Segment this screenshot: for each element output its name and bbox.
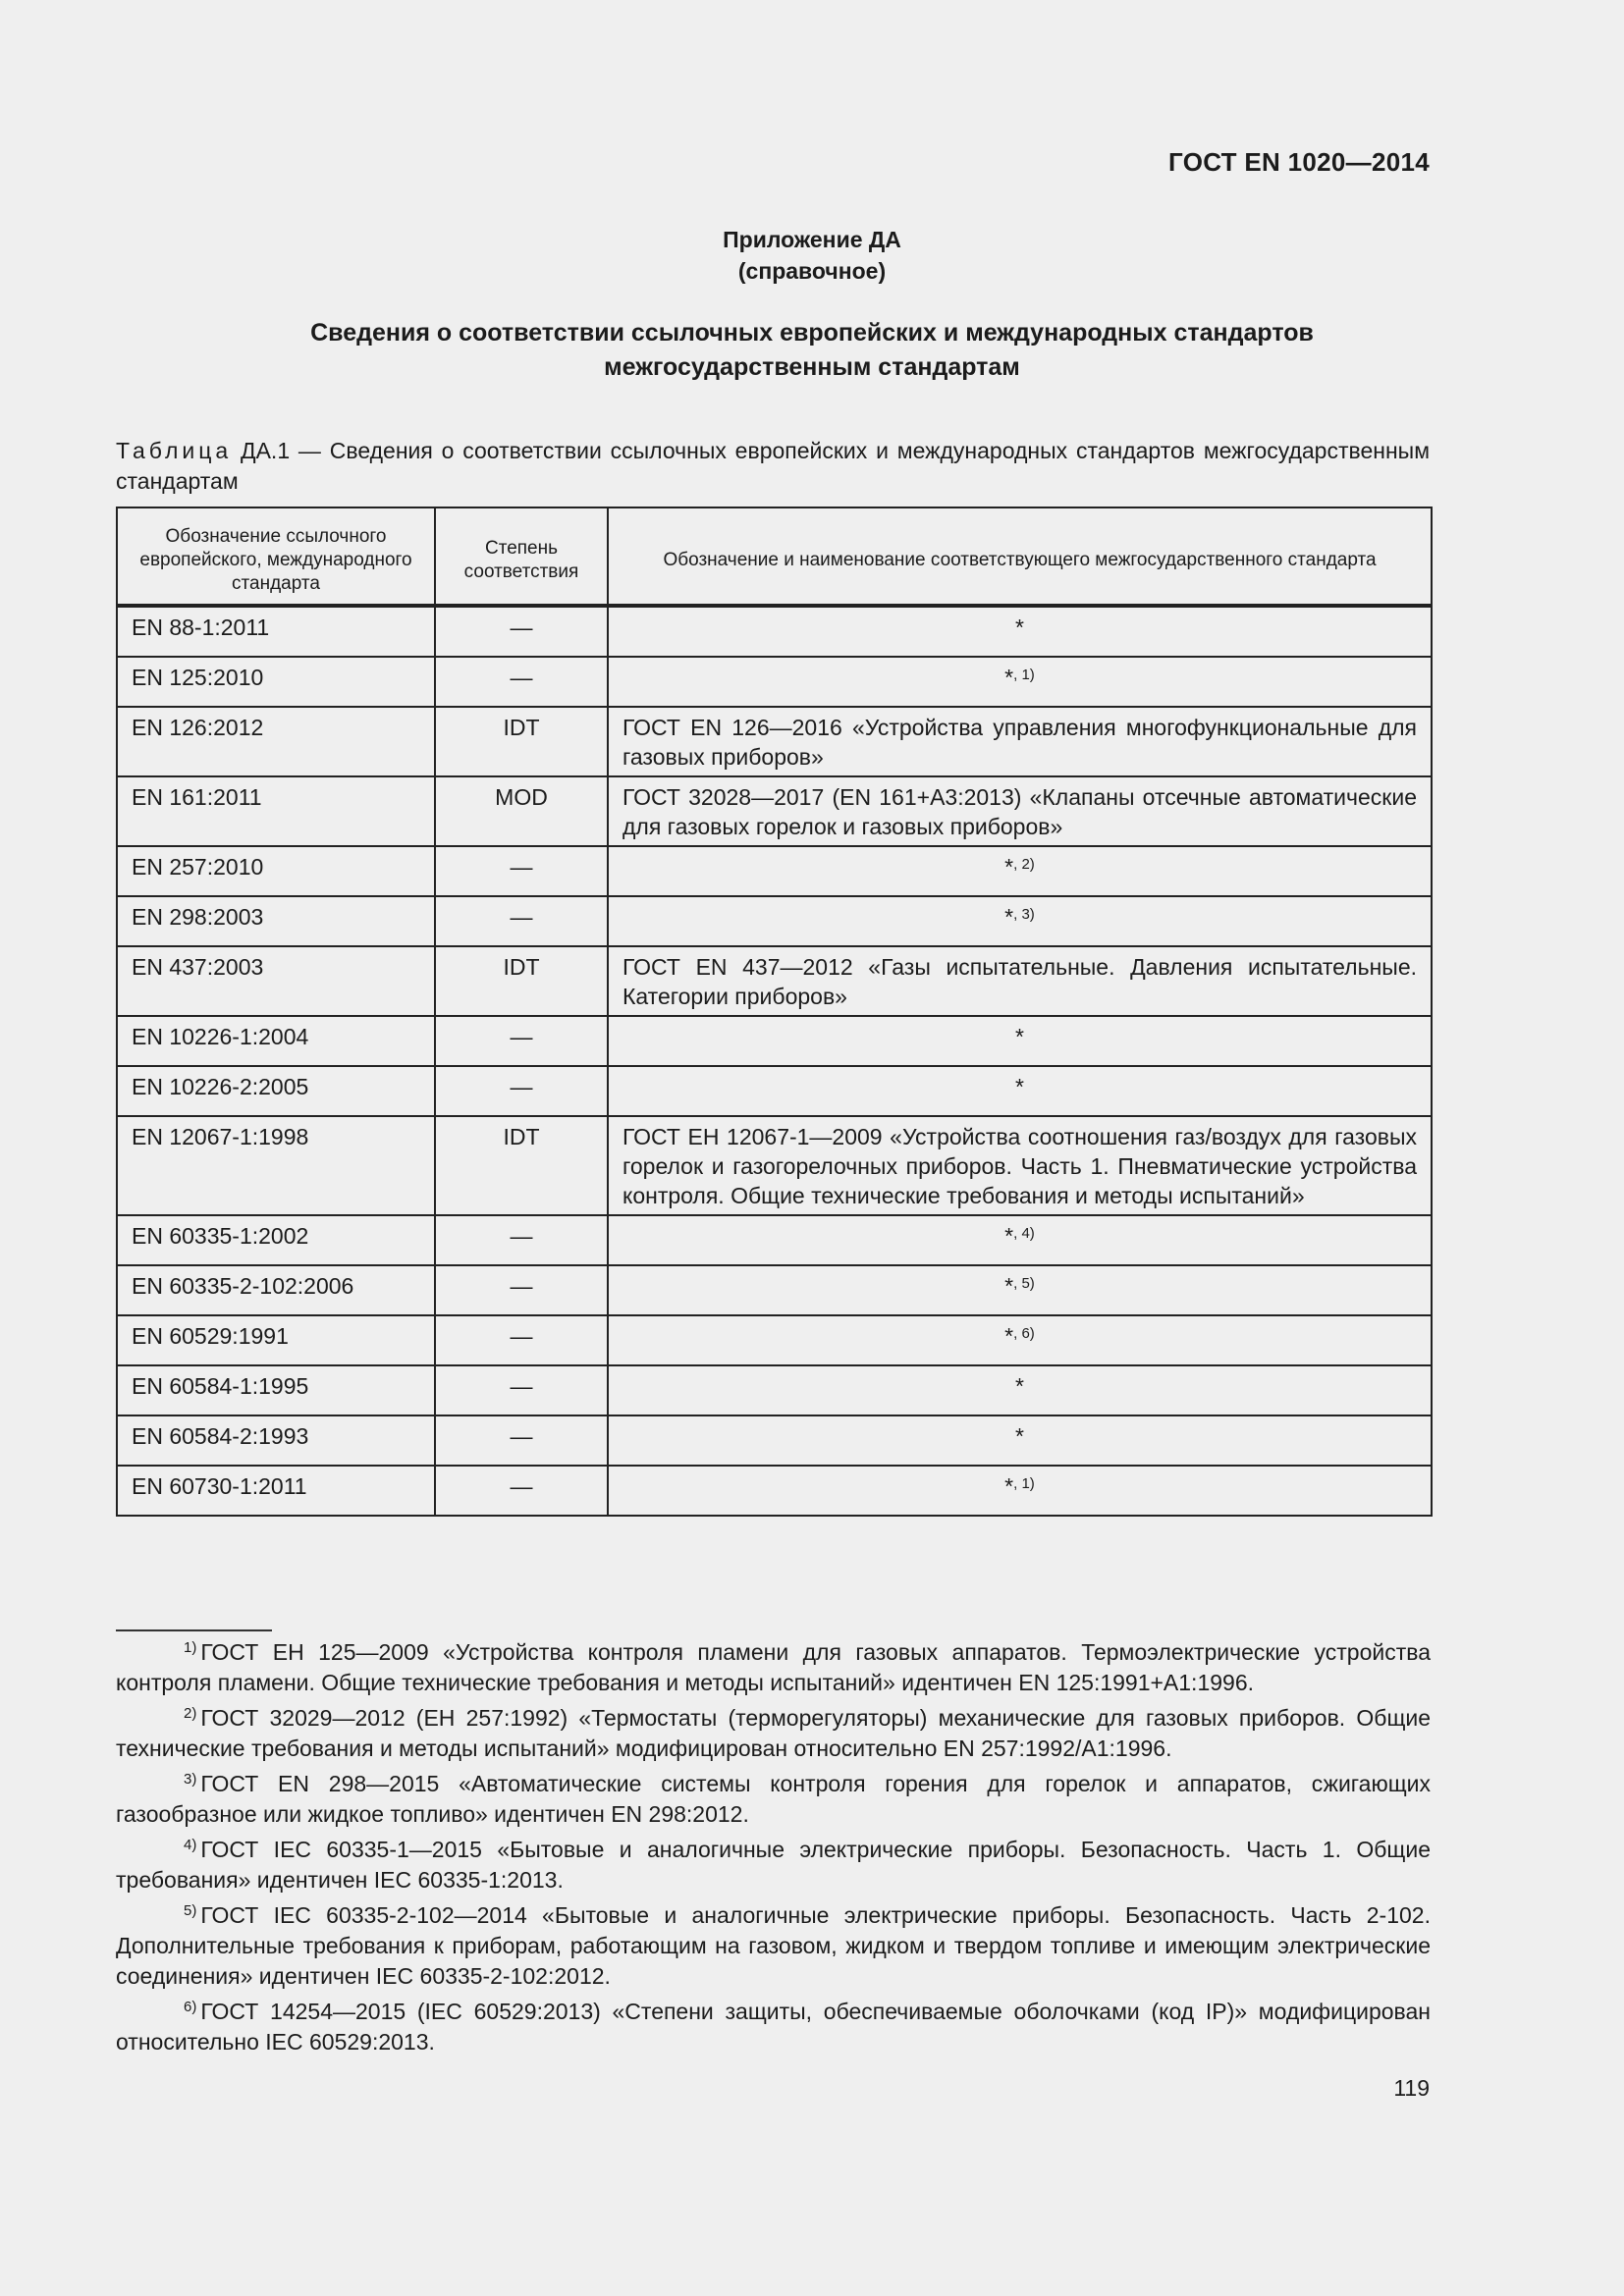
cell-ref-standard: EN 126:2012 bbox=[117, 707, 435, 776]
table-caption-label: Таблица bbox=[116, 438, 233, 463]
cell-ref-standard: EN 10226-1:2004 bbox=[117, 1016, 435, 1066]
cell-ref-standard: EN 437:2003 bbox=[117, 946, 435, 1016]
cell-degree: — bbox=[435, 1365, 608, 1415]
cell-interstate-standard bbox=[608, 1315, 1432, 1365]
standard-text: * bbox=[1015, 614, 1024, 640]
header-degree: Степень соответствия bbox=[435, 507, 608, 606]
cell-interstate-standard bbox=[608, 657, 1432, 707]
table-row bbox=[117, 776, 1432, 846]
cell-degree: — bbox=[435, 1415, 608, 1466]
cell-degree: — bbox=[435, 606, 608, 657]
table-row bbox=[117, 1066, 1432, 1116]
footnote-ref: , 1) bbox=[1013, 667, 1035, 683]
table-row bbox=[117, 1365, 1432, 1415]
cell-interstate-standard bbox=[608, 946, 1432, 1016]
cell-degree: — bbox=[435, 1265, 608, 1315]
cell-ref-standard: EN 12067-1:1998 bbox=[117, 1116, 435, 1215]
cell-degree: — bbox=[435, 1215, 608, 1265]
footnote bbox=[116, 1769, 1431, 1830]
cell-degree: — bbox=[435, 1315, 608, 1365]
header-interstate-standard: Обозначение и наименование соответствующего межгосударственного стандарта bbox=[608, 507, 1432, 606]
standard-text: * bbox=[1015, 1074, 1024, 1099]
cell-interstate-standard bbox=[608, 1415, 1432, 1466]
standard-text: * bbox=[1015, 1024, 1024, 1049]
cell-interstate-standard bbox=[608, 1365, 1432, 1415]
footnote-ref: , 5) bbox=[1013, 1275, 1035, 1292]
header-ref-standard: Обозначение ссылочного европейского, международного стандарта bbox=[117, 507, 435, 606]
table-row bbox=[117, 1265, 1432, 1315]
table-row bbox=[117, 1315, 1432, 1365]
standard-text: * bbox=[1015, 1373, 1024, 1399]
standard-text: * bbox=[1004, 1323, 1014, 1349]
standard-text: ГОСТ 32028—2017 (EN 161+A3:2013) «Клапаны отсечные автоматические для газовых горелок и газовых приборов» bbox=[623, 784, 1417, 839]
standard-text: ГОСТ EN 437—2012 «Газы испытательные. Давления испытательные. Категории приборов» bbox=[623, 954, 1417, 1009]
cell-interstate-standard bbox=[608, 1215, 1432, 1265]
table-row bbox=[117, 946, 1432, 1016]
cell-interstate-standard bbox=[608, 1265, 1432, 1315]
standard-text: * bbox=[1004, 1473, 1014, 1499]
footnote-ref: , 3) bbox=[1013, 906, 1035, 923]
cell-interstate-standard bbox=[608, 896, 1432, 946]
standards-table bbox=[116, 507, 1433, 1517]
cell-ref-standard: EN 60584-1:1995 bbox=[117, 1365, 435, 1415]
footnote-ref: , 2) bbox=[1013, 856, 1035, 873]
table-row bbox=[117, 896, 1432, 946]
table-row bbox=[117, 846, 1432, 896]
footnote-mark: 2) bbox=[184, 1705, 197, 1722]
footnote-ref: , 6) bbox=[1013, 1325, 1035, 1342]
standard-text: ГОСТ EN 126—2016 «Устройства управления многофункциональные для газовых приборов» bbox=[623, 715, 1417, 770]
standard-text: * bbox=[1004, 904, 1014, 930]
annex-title: Приложение ДА bbox=[723, 227, 901, 252]
footnote bbox=[116, 1835, 1431, 1896]
cell-degree: — bbox=[435, 846, 608, 896]
cell-interstate-standard bbox=[608, 1066, 1432, 1116]
standard-text: * bbox=[1004, 1223, 1014, 1249]
cell-degree: — bbox=[435, 896, 608, 946]
cell-ref-standard: EN 60730-1:2011 bbox=[117, 1466, 435, 1516]
footnote-mark: 1) bbox=[184, 1639, 197, 1656]
footnote-text: ГОСТ IEC 60335-1—2015 «Бытовые и аналогичные электрические приборы. Безопасность. Часть 1. Общие требования» идентичен IEC 60335-1:2013. bbox=[116, 1837, 1431, 1893]
cell-ref-standard: EN 60335-1:2002 bbox=[117, 1215, 435, 1265]
footnote-mark: 3) bbox=[184, 1771, 197, 1788]
table-caption-text: ДА.1 — Сведения о соответствии ссылочных европейских и международных стандартов межгосударственным стандартам bbox=[116, 438, 1431, 494]
cell-degree: MOD bbox=[435, 776, 608, 846]
table-row bbox=[117, 707, 1432, 776]
cell-ref-standard: EN 10226-2:2005 bbox=[117, 1066, 435, 1116]
footnote-mark: 5) bbox=[184, 1902, 197, 1919]
standard-text: * bbox=[1004, 1273, 1014, 1299]
standard-text: * bbox=[1004, 665, 1014, 690]
footnotes bbox=[116, 1637, 1431, 2062]
footnote bbox=[116, 1900, 1431, 1992]
cell-degree: IDT bbox=[435, 707, 608, 776]
cell-ref-standard: EN 257:2010 bbox=[117, 846, 435, 896]
footnote bbox=[116, 1637, 1431, 1698]
cell-ref-standard: EN 88-1:2011 bbox=[117, 606, 435, 657]
cell-ref-standard: EN 125:2010 bbox=[117, 657, 435, 707]
cell-ref-standard: EN 60584-2:1993 bbox=[117, 1415, 435, 1466]
footnote-ref: , 1) bbox=[1013, 1475, 1035, 1492]
footnote-ref: , 4) bbox=[1013, 1225, 1035, 1242]
footnote-text: ГОСТ 14254—2015 (IEC 60529:2013) «Степени защиты, обеспечиваемые оболочками (код IP)» модифицирован относительно IEC 60529:2013. bbox=[116, 1999, 1431, 2055]
cell-interstate-standard bbox=[608, 846, 1432, 896]
cell-ref-standard: EN 60529:1991 bbox=[117, 1315, 435, 1365]
footnote bbox=[116, 1997, 1431, 2057]
footnote-text: ГОСТ ЕН 125—2009 «Устройства контроля пламени для газовых аппаратов. Термоэлектрические устройства контроля пламени. Общие технические требования и методы испытаний» идентичен EN 125:1991+A1:1996. bbox=[116, 1639, 1431, 1695]
cell-interstate-standard bbox=[608, 707, 1432, 776]
annex-heading bbox=[0, 224, 1624, 287]
cell-interstate-standard bbox=[608, 1016, 1432, 1066]
cell-ref-standard: EN 298:2003 bbox=[117, 896, 435, 946]
cell-degree: IDT bbox=[435, 946, 608, 1016]
section-title-line-1: Сведения о соответствии ссылочных европейских и международных стандартов bbox=[310, 319, 1314, 347]
annex-subtitle: (справочное) bbox=[737, 258, 887, 284]
table-caption bbox=[116, 436, 1430, 497]
footnote-text: ГОСТ EN 298—2015 «Автоматические системы контроля горения для горелок и аппаратов, сжигающих газообразное или жидкое топливо» идентичен EN 298:2012. bbox=[116, 1771, 1431, 1827]
standard-text: * bbox=[1004, 854, 1014, 880]
cell-degree: — bbox=[435, 1066, 608, 1116]
table-row bbox=[117, 1016, 1432, 1066]
page-number: 119 bbox=[1393, 2075, 1430, 2101]
footnote-text: ГОСТ IEC 60335-2-102—2014 «Бытовые и аналогичные электрические приборы. Безопасность. Часть 2-102. Дополнительные требования к приборам, работающим на газовом, жидком и твердом топливе и имеющим электрические соединения» идентичен IEC 60335-2-102:2012. bbox=[116, 1902, 1431, 1989]
table-header-row bbox=[117, 507, 1432, 606]
footnote-mark: 4) bbox=[184, 1837, 197, 1853]
cell-interstate-standard bbox=[608, 606, 1432, 657]
cell-ref-standard: EN 60335-2-102:2006 bbox=[117, 1265, 435, 1315]
table-row bbox=[117, 606, 1432, 657]
document-id: ГОСТ EN 1020—2014 bbox=[1168, 147, 1430, 177]
cell-degree: — bbox=[435, 657, 608, 707]
cell-interstate-standard bbox=[608, 1116, 1432, 1215]
cell-degree: — bbox=[435, 1016, 608, 1066]
footnote-separator bbox=[116, 1629, 272, 1631]
cell-interstate-standard bbox=[608, 1466, 1432, 1516]
standard-text: ГОСТ ЕН 12067-1—2009 «Устройства соотношения газ/воздух для газовых горелок и газогорелочных приборов. Часть 1. Пневматические устройства контроля. Общие технические требования и методы испытаний» bbox=[623, 1124, 1417, 1208]
cell-degree: IDT bbox=[435, 1116, 608, 1215]
table-row bbox=[117, 657, 1432, 707]
footnote-mark: 6) bbox=[184, 1999, 197, 2015]
table-row bbox=[117, 1466, 1432, 1516]
cell-degree: — bbox=[435, 1466, 608, 1516]
section-title-line-2: межгосударственным стандартам bbox=[604, 353, 1020, 381]
table-row bbox=[117, 1215, 1432, 1265]
cell-ref-standard: EN 161:2011 bbox=[117, 776, 435, 846]
footnote bbox=[116, 1703, 1431, 1764]
table-row bbox=[117, 1116, 1432, 1215]
section-title bbox=[0, 316, 1624, 385]
footnote-text: ГОСТ 32029—2012 (ЕН 257:1992) «Термостаты (терморегуляторы) механические для газовых приборов. Общие технические требования и методы испытаний» модифицирован относительно EN 257:1992/A1:1996. bbox=[116, 1705, 1431, 1761]
table-row bbox=[117, 1415, 1432, 1466]
standard-text: * bbox=[1015, 1423, 1024, 1449]
cell-interstate-standard bbox=[608, 776, 1432, 846]
